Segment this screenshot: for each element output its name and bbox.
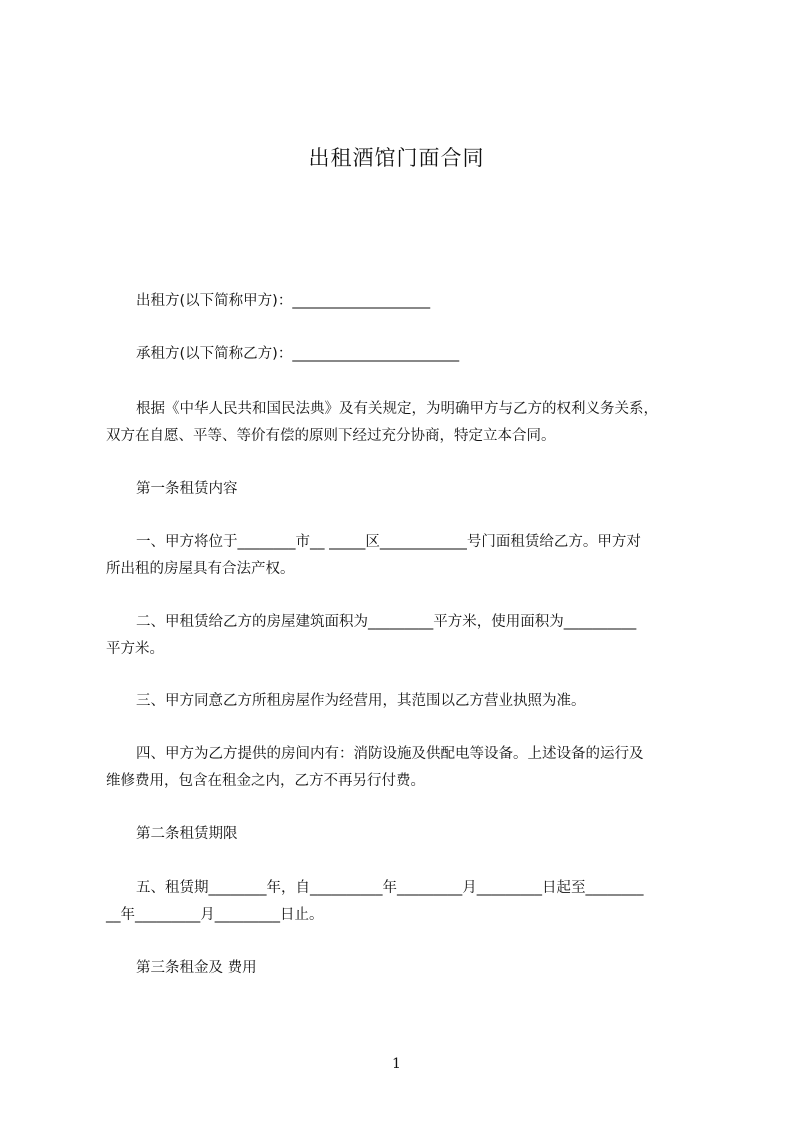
lessor-line: 出租方(以下简称甲方)：___________________: [136, 293, 431, 309]
clause-4-line: 四、甲方为乙方提供的房间内有：消防设施及供配电等设备。上述设备的运行及: [136, 746, 644, 762]
lessee-line: 承租方(以下简称乙方)：_______________________: [136, 346, 460, 362]
clause-1-line: 一、甲方将位于________市__ _____区____________号门面租赁给乙方。甲方对: [136, 534, 641, 550]
article-3-heading: 第三条租金及 费用: [136, 960, 257, 976]
page-title: 出租酒馆门面合同: [308, 146, 485, 170]
clause-2-line: 平方米。: [106, 641, 164, 657]
page-number: 1: [392, 1056, 401, 1072]
clause-4-line: 维修费用，包含在租金之内，乙方不再另行付费。: [106, 773, 425, 789]
clause-1-line: 所出租的房屋具有合法产权。: [106, 561, 295, 577]
clause-3-line: 三、甲方同意乙方所租房屋作为经营用，其范围以乙方营业执照为准。: [136, 693, 586, 709]
intro-paragraph-line: 双方在自愿、平等、等价有偿的原则下经过充分协商，特定立本合同。: [106, 428, 556, 444]
intro-paragraph-line: 根据《中华人民共和国民法典》及有关规定，为明确甲方与乙方的权利义务关系，: [136, 401, 658, 417]
clause-5-line: __年_________月_________日止。: [106, 907, 324, 923]
article-2-heading: 第二条租赁期限: [136, 826, 238, 842]
article-1-heading: 第一条租赁内容: [136, 481, 238, 497]
clause-5-line: 五、租赁期________年，自__________年_________月_________日起至________: [136, 880, 644, 896]
clause-2-line: 二、甲租赁给乙方的房屋建筑面积为_________平方米，使用面积为__________: [136, 614, 637, 630]
